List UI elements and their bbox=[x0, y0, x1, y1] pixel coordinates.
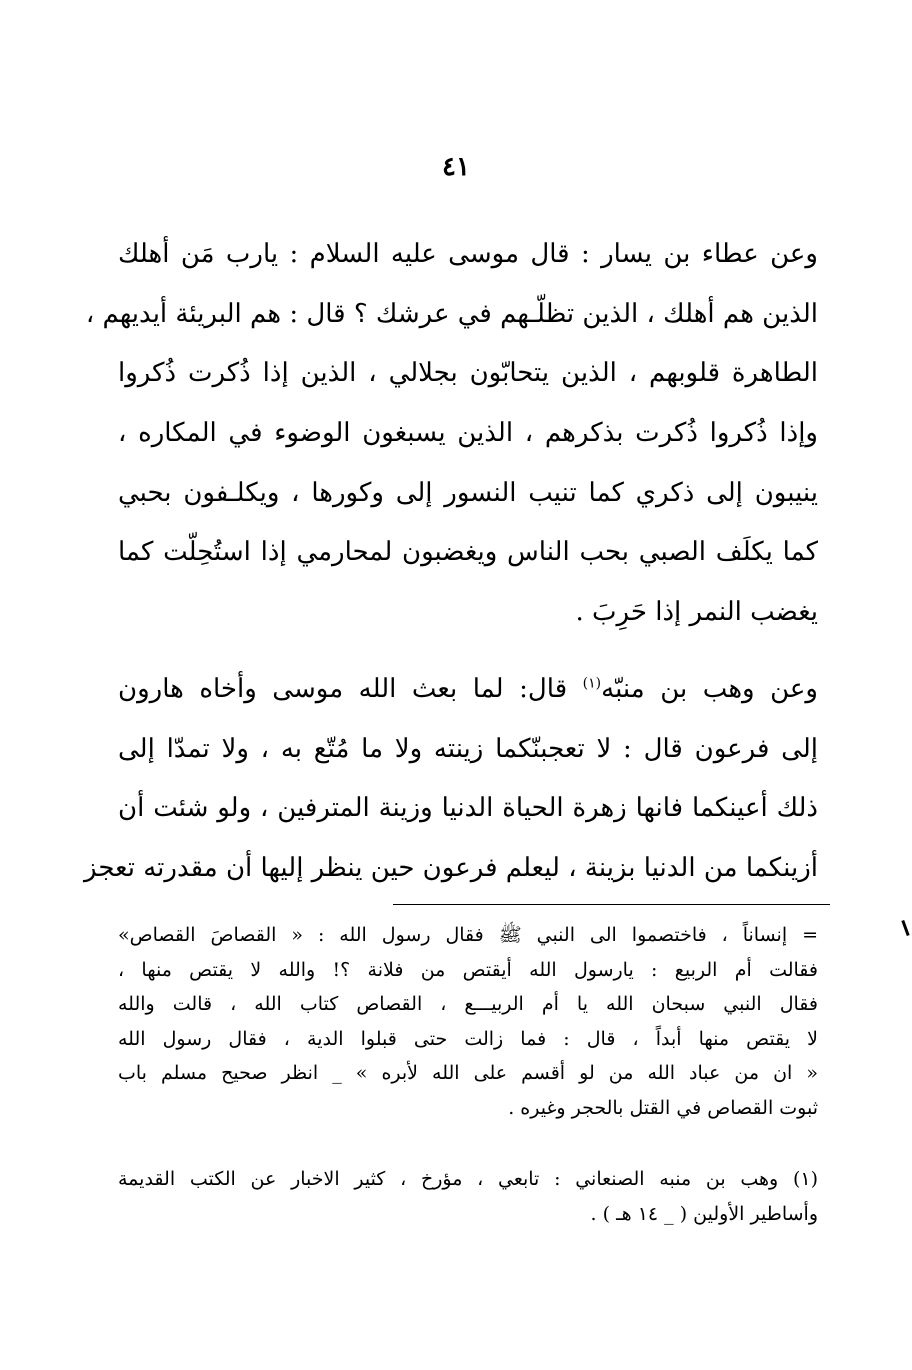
text-line: الذين هم أهلك ، الذين تظلّـهم في عرشك ؟ قال : هم البريئة أيديهم ، bbox=[85, 298, 818, 329]
text-line: وإذا ذُكروا ذُكرت بذكرهم ، الذين يسبغون الوضوء في المكاره ، bbox=[118, 418, 818, 449]
footnote-line: وأساطير الأولين ( _ ١٤ هـ ) . bbox=[590, 1202, 818, 1225]
text-line: كما يكلَف الصبي بحب الناس ويغضبون لمحارمي إذا استُحِلّت كما bbox=[118, 537, 818, 568]
footnote-line: لا يقتص منها أبداً ، قال : فما زالت حتى قبلوا الدية ، فقال رسول الله bbox=[118, 1027, 818, 1050]
page-number: ٤١ bbox=[442, 152, 470, 182]
text-line: ذلك أعينكما فانها زهرة الحياة الدنيا وزينة المترفين ، ولو شئت أن bbox=[118, 793, 818, 824]
footnote-line: = إنساناً ، فاختصموا الى النبي ﷺ فقال رسول الله : « القصاصَ القصاص» bbox=[118, 924, 818, 946]
footnote-line: فقالت أم الربيع : يارسول الله أيقتص من فلانة ؟! والله لا يقتص منها ، bbox=[118, 958, 818, 981]
text-line: أزينكما من الدنيا بزينة ، ليعلم فرعون حين ينظر إليها أن مقدرته تعجز bbox=[84, 853, 818, 884]
footnote-line: (١) وهب بن منبه الصنعاني : تابعي ، مؤرخ ، كثير الاخبار عن الكتب القديمة bbox=[118, 1168, 818, 1190]
text-line: وعن عطاء بن يسار : قال موسى عليه السلام : يارب مَن أهلك bbox=[118, 239, 818, 269]
text-segment: قال: لما بعث الله موسى وأخاه هارون bbox=[118, 674, 583, 704]
scan-edge-mark bbox=[901, 920, 909, 936]
paragraph-wahb-ibn-munabbih bbox=[84, 660, 818, 899]
footnote-divider bbox=[393, 904, 830, 905]
text-line bbox=[118, 660, 818, 720]
footnote-line: « ان من عباد الله من لو أقسم على الله لأبره » _ انظر صحيح مسلم باب bbox=[118, 1062, 818, 1084]
footnote-marker: (١) bbox=[582, 675, 602, 692]
text-line: ينيبون إلى ذكري كما تنيب النسور إلى وكورها ، ويكلـفون بحبي bbox=[118, 477, 818, 508]
text-segment: وعن وهب بن منبّه bbox=[601, 674, 818, 704]
paragraph-ata-ibn-yasar bbox=[85, 225, 818, 643]
footnote-continued bbox=[118, 918, 818, 1125]
text-line: يغضب النمر إذا حَرِبَ . bbox=[575, 597, 818, 628]
text-line: إلى فرعون قال : لا تعجبنّكما زينته ولا ما مُتّع به ، ولا تمدّا إلى bbox=[118, 733, 818, 764]
footnote-line: فقال النبي سبحان الله يا أم الربيـــع ، القصاص كتاب الله ، قالت والله bbox=[118, 993, 818, 1015]
footnote-1 bbox=[118, 1162, 818, 1231]
text-line: الطاهرة قلوبهم ، الذين يتحابّون بجلالي ، الذين إذا ذُكرت ذُكروا bbox=[118, 358, 818, 389]
footnote-line: ثبوت القصاص في القتل بالحجر وغيره . bbox=[508, 1096, 818, 1119]
